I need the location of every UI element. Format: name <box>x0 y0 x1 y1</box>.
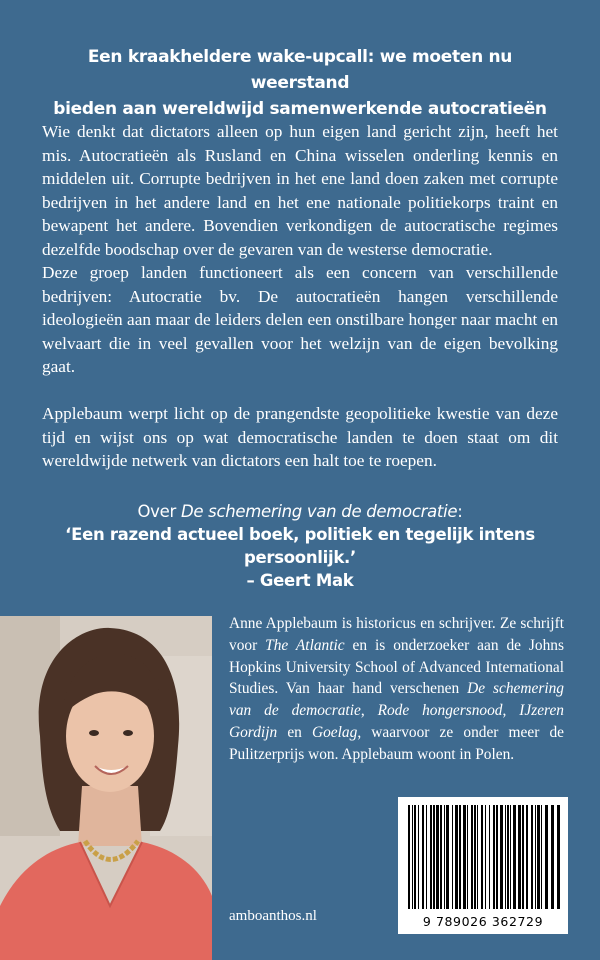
barcode-bar <box>513 805 516 909</box>
blurb-paragraph-1a: Wie denkt dat dictators alleen op hun eigen land gericht zijn, heeft het mis. Autocratieën als Rusland en China wisselen onderling kennis en middelen uit. Corrupte bedrijven in het ene land doen zaken met corrupte bedrijven in het andere land en het ene nationale politiekorps traint en bewapent het andere. Bovendien verkondigen de autocratische regimes dezelfde boodschap over de gevaren van de westerse democratie. <box>42 122 558 259</box>
quote-intro: Over De schemering van de democratie: <box>137 502 463 521</box>
barcode-bar <box>531 805 533 909</box>
headline-line-1: Een kraakheldere wake-upcall: we moeten nu weerstand <box>87 47 513 93</box>
barcode-bar <box>526 805 528 909</box>
blurb-paragraph-1b: Deze groep landen functioneert als een concern van verschillende bedrijven: Autocratie bv. De autocratieën hangen verschillende ideologieën aan maar de leiders delen een onstilbare honger naar macht en welvaart die in veel gevallen voor het welzijn van de eigen bevolking gaat. <box>42 263 558 376</box>
author-photo <box>0 616 212 960</box>
barcode-bar <box>408 805 410 909</box>
barcode-bar <box>507 805 509 909</box>
bio-book-4: Goelag <box>312 723 358 741</box>
barcode-bar <box>500 805 503 909</box>
barcode-bar <box>418 805 419 909</box>
barcode-bar <box>477 805 478 909</box>
bio-book-2: Rode hongersnood <box>377 702 503 720</box>
blurb-paragraph-2-text: Applebaum werpt licht op de prangendste geopolitieke kwestie van deze tijd en wijst ons op wat democratische landen te doen staat om dit wereldwijde netwerk van dictators een halt toe te roepen. <box>42 404 558 470</box>
blurb-paragraph-1 <box>42 120 558 379</box>
barcode-bar <box>412 805 413 909</box>
quote-book-title: De schemering van de democratie <box>180 502 458 521</box>
bio-magazine: The Atlantic <box>265 636 345 654</box>
author-bio: Anne Applebaum is historicus en schrijver. Ze schrijft voor The Atlantic en is onderzoeker aan de Johns Hopkins University School of Advanced International Studies. Van haar hand verschenen De schemering van de democratie, Rode hongersnood, IJzeren Gordijn en Goelag, waarvoor ze onder meer de Pulitzerprijs won. Applebaum woont in Polen. <box>229 615 564 763</box>
headline-line-2: bieden aan wereldwijd samenwerkende autocratieën <box>53 99 547 119</box>
publisher-website[interactable]: amboanthos.nl <box>229 908 317 924</box>
barcode-bar <box>489 805 490 909</box>
isbn-number: 9 789026 362729 <box>422 914 544 929</box>
barcode-bar <box>426 805 427 909</box>
barcode-bar <box>467 805 468 909</box>
barcode-bar <box>535 805 536 909</box>
barcode-bars <box>398 797 568 915</box>
blurb-paragraph-2 <box>42 402 558 473</box>
barcode-bar <box>505 805 506 909</box>
barcode-bar <box>430 805 432 909</box>
quote-text: ‘Een razend actueel boek, politiek en tegelijk intens persoonlijk.’ <box>65 525 535 567</box>
barcode-bar <box>545 805 548 909</box>
barcode-bar <box>522 805 524 909</box>
barcode-bar <box>496 805 498 909</box>
isbn-barcode <box>398 797 568 934</box>
review-quote <box>40 500 560 592</box>
bio-book-3: IJzeren Gordijn <box>229 702 564 741</box>
barcode-bar <box>471 805 473 909</box>
barcode-bar <box>459 805 461 909</box>
barcode-bar <box>440 805 442 909</box>
barcode-bar <box>444 805 445 909</box>
barcode-bar <box>463 805 466 909</box>
barcode-bar <box>541 805 542 909</box>
barcode-bar <box>455 805 458 909</box>
barcode-bar <box>474 805 476 909</box>
bio-book-1: De schemering van de democratie <box>229 680 564 720</box>
barcode-bar <box>537 805 540 909</box>
barcode-bar <box>510 805 511 909</box>
headline <box>40 44 560 122</box>
barcode-bar <box>481 805 483 909</box>
barcode-bar <box>446 805 449 909</box>
barcode-bar <box>452 805 453 909</box>
barcode-bar <box>414 805 416 909</box>
barcode-bar <box>436 805 439 909</box>
barcode-bar <box>557 805 560 909</box>
quote-attribution: – Geert Mak <box>246 571 354 590</box>
barcode-bar <box>551 805 554 909</box>
barcode-bar <box>485 805 486 909</box>
barcode-bar <box>493 805 495 909</box>
barcode-bar <box>433 805 435 909</box>
barcode-bar <box>422 805 424 909</box>
barcode-bar <box>518 805 521 909</box>
